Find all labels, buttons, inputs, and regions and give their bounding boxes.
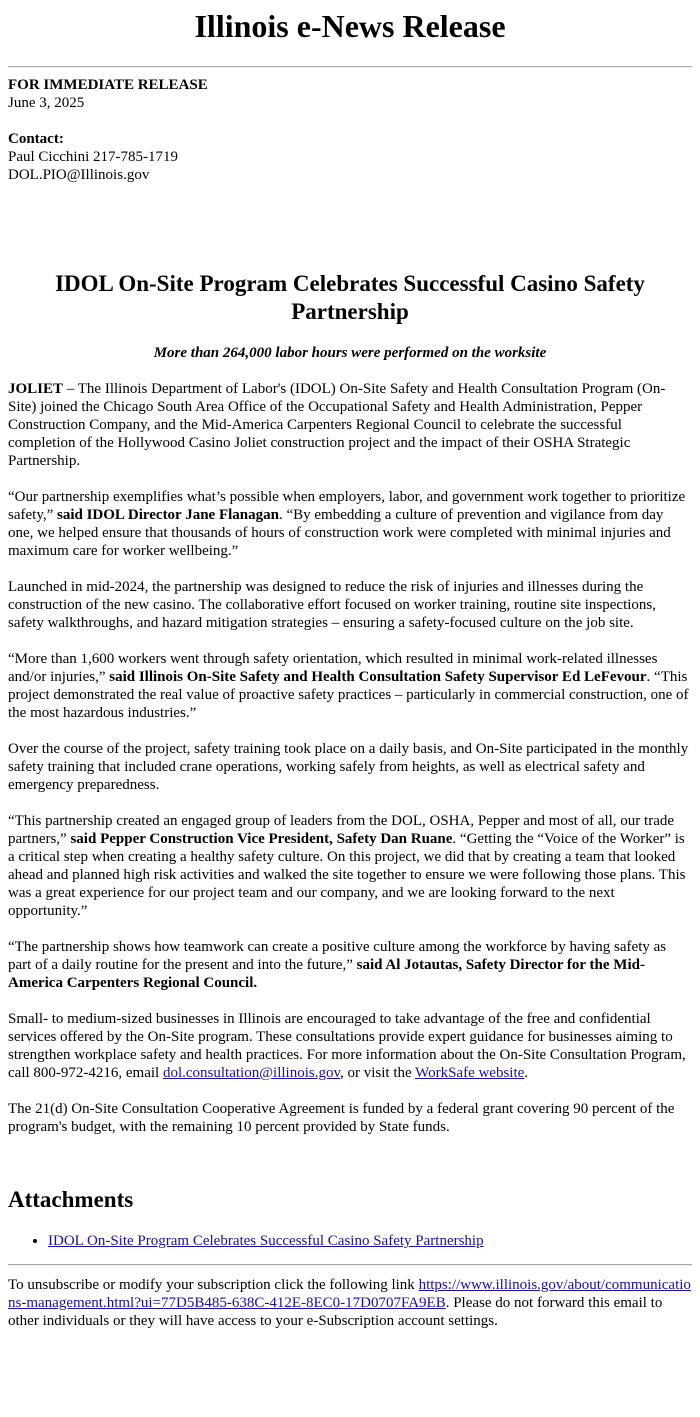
paragraph-6: “This partnership created an engaged group of leaders from the DOL, OSHA, Pepper and most of all, our trade partners,” said Pepper Construction Vice President, Safety Dan Ruane. “Getting the “Voice of the Worker” is a critical step when creating a healthy safety culture. On this project, we did that by creating a team that looked ahead and planned high risk activities and walked the site together to ensure we were following those plans. This was a great experience for our project team and our company, and we are looking forward to the next opportunity.” [8, 813, 686, 919]
contact-email: DOL.PIO@Illinois.gov [8, 167, 150, 183]
release-date: June 3, 2025 [8, 95, 85, 111]
paragraph-5: Over the course of the project, safety training took place on a daily basis, and On-Site participated in the monthly safety training that included crane operations, working safely from heights, as well as electrical safety and emergency preparedness. [8, 741, 689, 793]
attachment-item [48, 1232, 692, 1250]
dateline: JOLIET [8, 381, 64, 397]
paragraph-7: “The partnership shows how teamwork can create a positive culture among the workforce by having safety as part of a daily routine for the present and into the future,” said Al Jotautas, Safety Director for the Mid-America Carpenters Regional Council. [8, 939, 667, 991]
attachments-list [8, 1232, 692, 1250]
release-label: FOR IMMEDIATE RELEASE [8, 77, 208, 93]
paragraph-4: “More than 1,600 workers went through safety orientation, which resulted in minimal work-related illnesses and/or injuries,” said Illinois On-Site Safety and Health Consultation Safety Supervisor Ed LeFevour. “This project demonstrated the real value of proactive safety practices – particularly in commercial construction, one of the most hazardous industries.” [8, 651, 689, 721]
attachment-link[interactable]: IDOL On-Site Program Celebrates Successful Casino Safety Partnership [48, 1233, 484, 1249]
contact-label: Contact: [8, 131, 64, 147]
attachments-heading: Attachments [8, 1187, 134, 1212]
forward-warning: . Please do not forward this email to other individuals or they will have access to your e-Subscription account settings. [8, 1295, 663, 1329]
worksafe-website-link[interactable]: WorkSafe website [415, 1065, 525, 1081]
article-subhead: More than 264,000 labor hours were performed on the worksite [153, 345, 547, 361]
paragraph-1: JOLIET – The Illinois Department of Labor's (IDOL) On-Site Safety and Health Consultation Program (On-Site) joined the Chicago South Area Office of the Occupational Safety and Health Administration, Pepper Construction Company, and the Mid-America Carpenters Regional Council to celebrate the successful completion of the Hollywood Casino Joliet construction project and the impact of their OSHA Strategic Partnership. [8, 381, 666, 469]
footer [8, 1276, 692, 1330]
paragraph-8: Small- to medium-sized businesses in Illinois are encouraged to take advantage of the free and confidential services offered by the On-Site program. These consultations provide expert guidance for businesses aiming to strengthen workplace safety and health practices. For more information about the On-Site Consultation Program, call 800-972-4216, email dol.consultation@illinois.gov, or visit the WorkSafe website. [8, 1011, 686, 1081]
paragraph-2: “Our partnership exemplifies what’s possible when employers, labor, and government work together to prioritize safety,” said IDOL Director Jane Flanagan. “By embedding a culture of prevention and vigilance from day one, we helped ensure that thousands of hours of construction work were completed with minimal injuries and maximum care for worker wellbeing.” [8, 489, 686, 559]
consultation-email-link[interactable]: dol.consultation@illinois.gov [162, 1065, 340, 1081]
bottom-divider [8, 1264, 692, 1266]
unsubscribe-link[interactable]: https://www.illinois.gov/about/communications-management.html?ui=77D5B485-638C-412E-8EC0-17D0707FA9EB [8, 1277, 691, 1311]
quote-attribution: said IDOL Director Jane Flanagan [57, 507, 279, 523]
release-meta [8, 76, 692, 184]
article-body [8, 380, 692, 1136]
unsubscribe-text: To unsubscribe or modify your subscription click the following link [8, 1277, 419, 1293]
article-headline: IDOL On-Site Program Celebrates Successful Casino Safety Partnership [55, 271, 645, 324]
paragraph-3: Launched in mid-2024, the partnership was designed to reduce the risk of injuries and illnesses during the construction of the new casino. The collaborative effort focused on worker training, routine site inspections, safety walkthroughs, and hazard mitigation strategies – ensuring a safety-focused culture on the job site. [8, 579, 657, 631]
quote-attribution: said Illinois On-Site Safety and Health Consultation Safety Supervisor Ed LeFevour [109, 669, 647, 685]
masthead-title: Illinois e-News Release [194, 8, 506, 44]
quote-attribution: said Al Jotautas, Safety Director for the Mid-America Carpenters Regional Council. [8, 957, 645, 991]
quote-attribution: said Pepper Construction Vice President, Safety Dan Ruane [70, 831, 453, 847]
contact-person: Paul Cicchini 217-785-1719 [8, 149, 178, 165]
top-divider [8, 66, 692, 68]
paragraph-9: The 21(d) On-Site Consultation Cooperative Agreement is funded by a federal grant covering 90 percent of the program's budget, with the remaining 10 percent provided by State funds. [8, 1101, 675, 1135]
